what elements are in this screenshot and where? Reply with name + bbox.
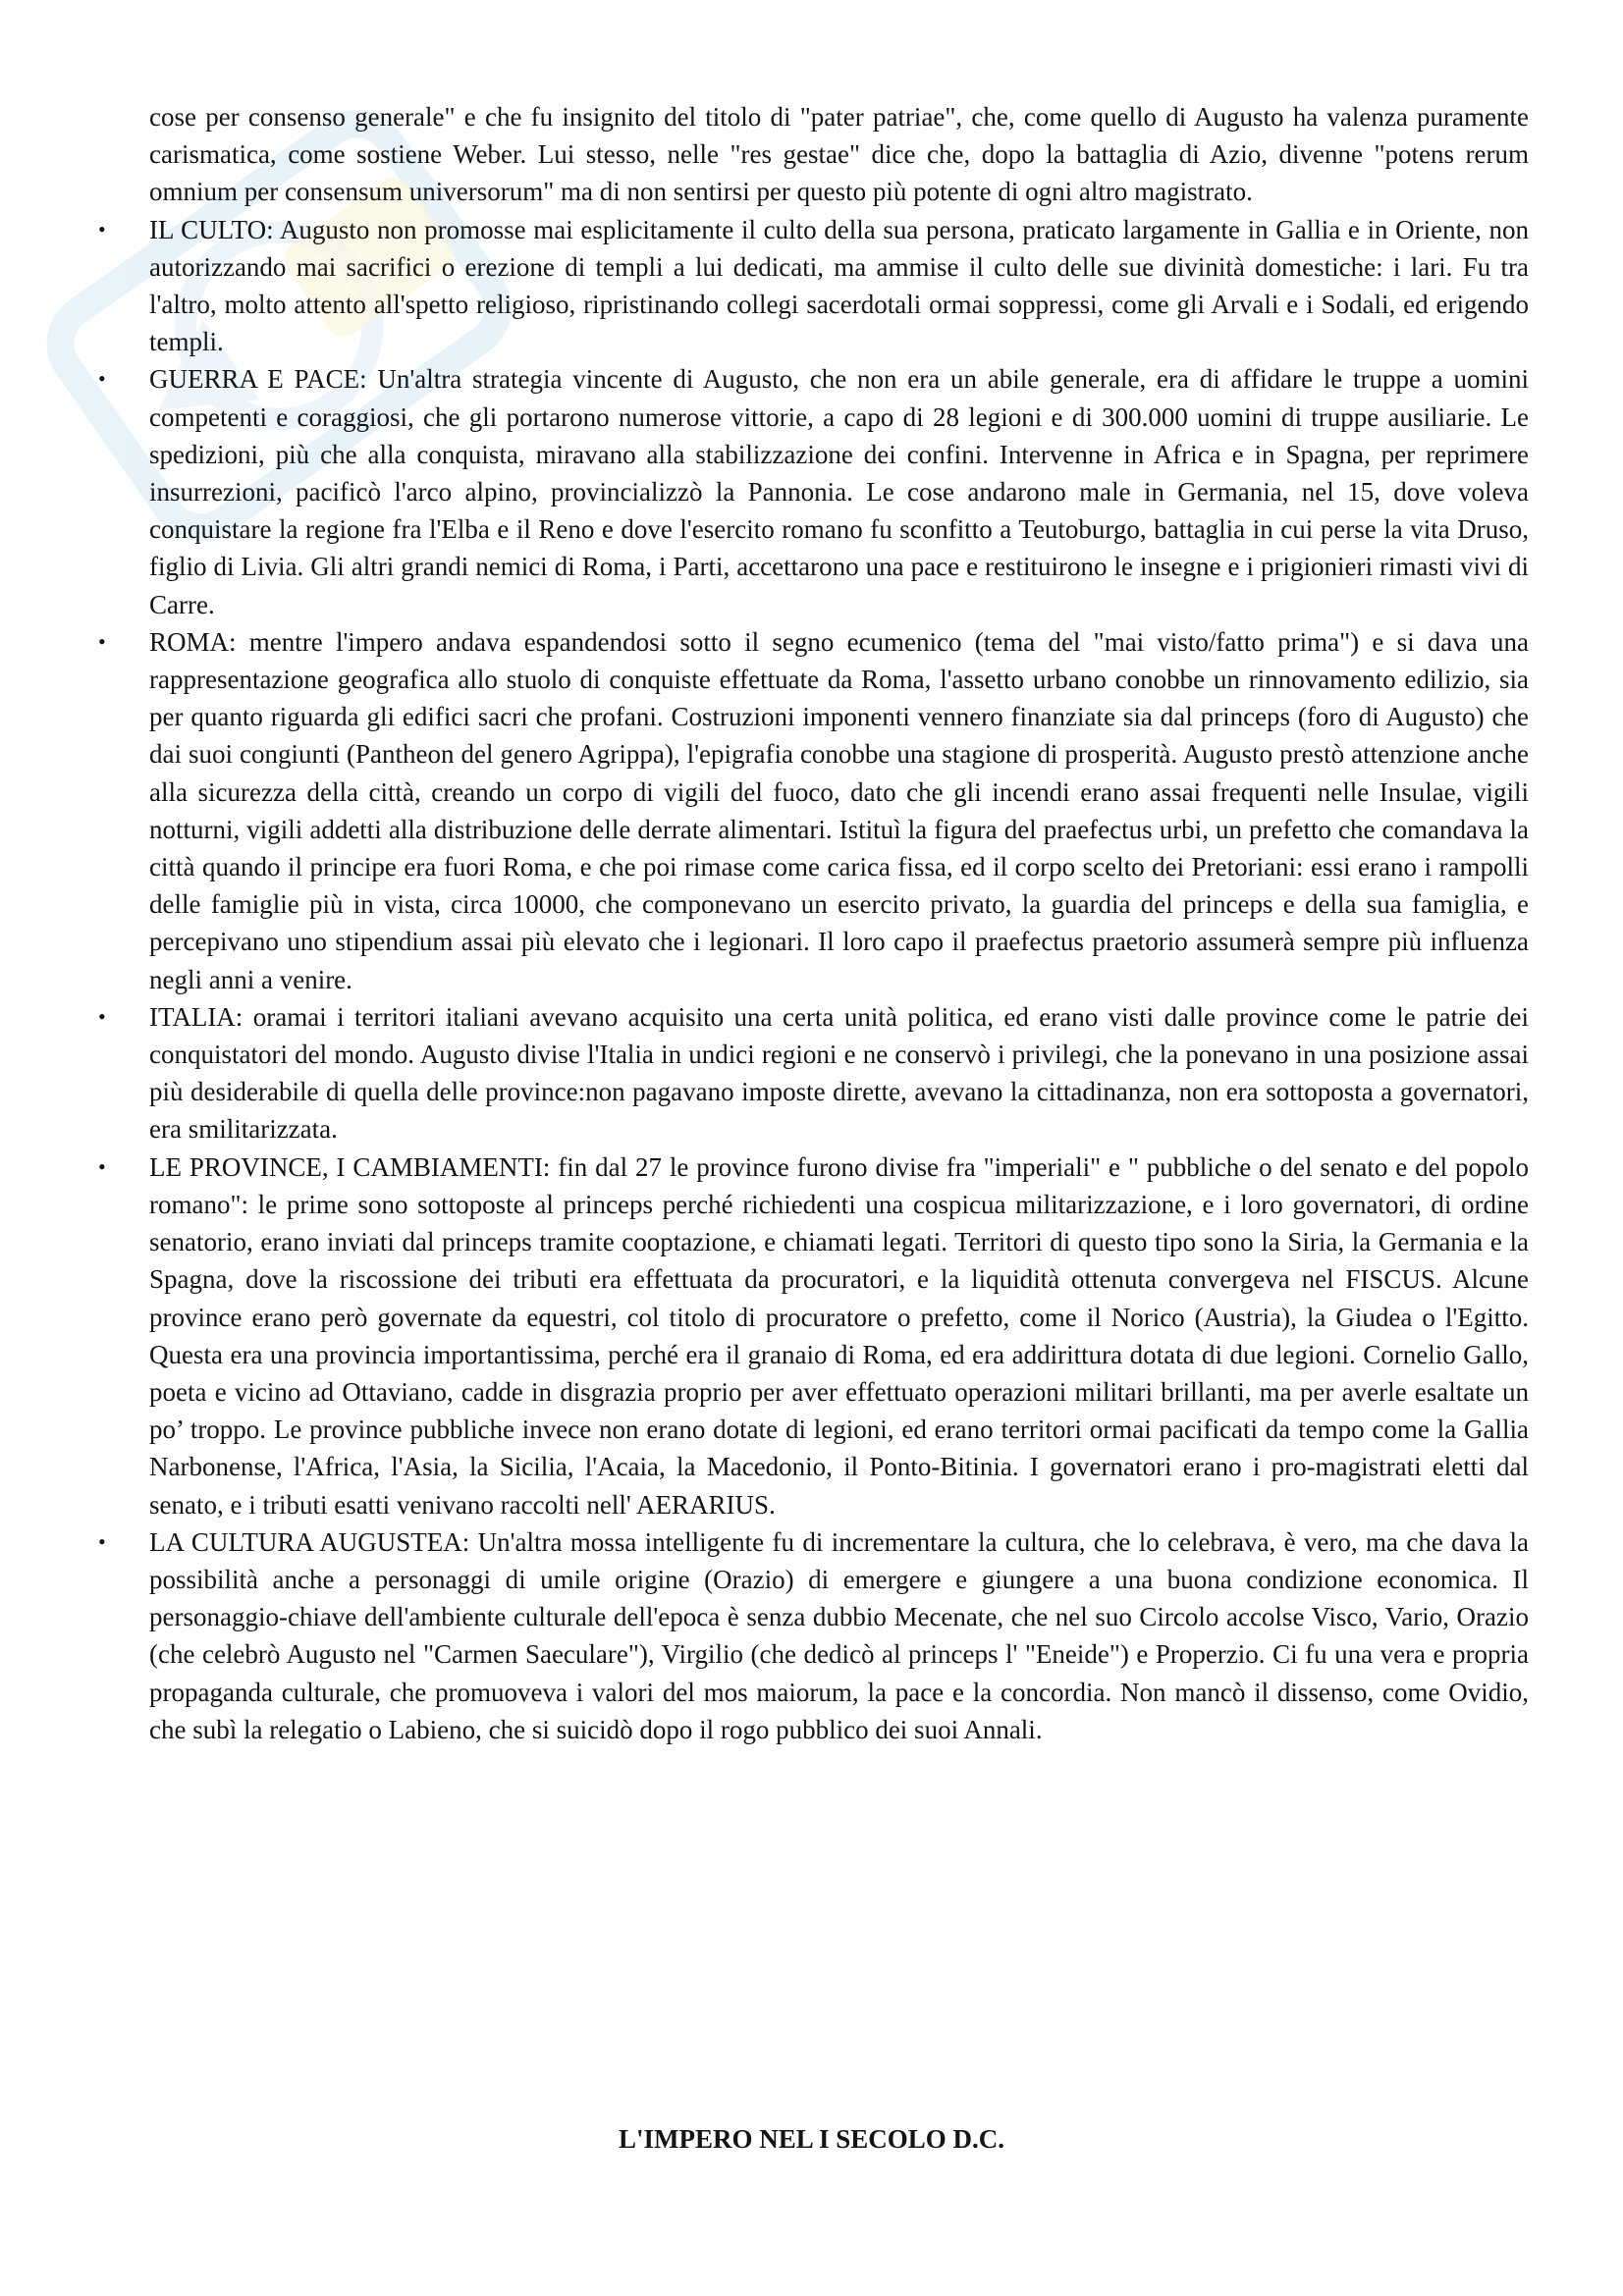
list-item-text: GUERRA E PACE: Un'altra strategia vincente di Augusto, che non era un abile generale, era di affidare le truppe a uomini competenti e coraggiosi, che gli portarono numerose vittorie, a capo di 28 legioni e di 300.000 uomini di truppe ausiliarie. Le spedizioni, più che alla conquista, miravano alla stabilizzazione dei confini. Intervenne in Africa e in Spagna, per reprimere insurrezioni, pacificò l'arco alpino, provincializzò la Pannonia. Le cose andarono male in Germania, nel 15, dove voleva conquistare la regione fra l'Elba e il Reno e dove l'esercito romano fu sconfitto a Teutoburgo, battaglia in cui perse la vita Druso, figlio di Livia. Gli altri grandi nemici di Roma, i Parti, accettarono una pace e restituirono le insegne e i prigionieri rimasti vivi di Carre. [149, 364, 1529, 619]
list-item-text: IL CULTO: Augusto non promosse mai esplicitamente il culto della sua persona, praticato largamente in Gallia e in Oriente, non autorizzando mai sacrifici o erezione di templi a lui dedicati, ma ammise il culto delle sue divinità domestiche: i lari. Fu tra l'altro, molto attento all'spetto religioso, ripristinando collegi sacerdotali ormai soppressi, come gli Arvali e i Sodali, ed erigendo templi. [149, 214, 1529, 357]
list-item-guerra-e-pace [98, 360, 1529, 622]
list-item-text: ROMA: mentre l'impero andava espandendosi sotto il segno ecumenico (tema del "mai visto/fatto prima") e si dava una rappresentazione geografica allo stuolo di conquiste effettuate da Roma, l'assetto urbano conobbe un rinnovamento edilizio, sia per quanto riguarda gli edifici sacri che profani. Costruzioni imponenti vennero finanziate sia dal princeps (foro di Augusto) che dai suoi congiunti (Pantheon del genero Agrippa), l'epigrafia conobbe una stagione di prosperità. Augusto prestò attenzione anche alla sicurezza della città, creando un corpo di vigili del fuoco, dato che gli incendi erano assai frequenti nelle Insulae, vigili notturni, vigili addetti alla distribuzione delle derrate alimentari. Istituì la figura del praefectus urbi, un prefetto che comandava la città quando il principe era fuori Roma, e che poi rimase come carica fissa, ed il corpo scelto dei Pretoriani: essi erano i rampolli delle famiglie più in vista, circa 10000, che componevano un esercito privato, la guardia del princeps e della sua famiglia, e percepivano uno stipendium assai più elevato che i legionari. Il loro capo il praefectus praetorio assumerà sempre più influenza negli anni a venire. [149, 626, 1529, 994]
bullet-icon: • [98, 216, 106, 241]
list-item-italia [98, 998, 1529, 1148]
bullet-icon: • [98, 1528, 106, 1554]
document-body [98, 98, 1529, 1748]
bullet-icon: • [98, 1153, 106, 1179]
list-item-roma [98, 623, 1529, 998]
intro-paragraph: cose per consenso generale" e che fu insignito del titolo di "pater patriae", che, come quello di Augusto ha valenza puramente carismatica, come sostiene Weber. Lui stesso, nelle "res gestae" dice che, dopo la battaglia di Azio, divenne "potens rerum omnium per consensum universorum" ma di non sentirsi per questo più potente di ogni altro magistrato. [149, 102, 1529, 207]
list-item-cultura-augustea [98, 1523, 1529, 1748]
chapter-title: L'IMPERO NEL I SECOLO D.C. [618, 2124, 1005, 2154]
bullet-icon: • [98, 1003, 106, 1029]
list-item-text: ITALIA: oramai i territori italiani avevano acquisito una certa unità politica, ed erano visti dalle province come le patrie dei conquistatori del mondo. Augusto divise l'Italia in undici regioni e ne conservò i privilegi, che la ponevano in una posizione assai più desiderabile di quella delle province:non pagavano imposte dirette, avevano la cittadinanza, non era sottoposta a governatori, era smilitarizzata. [149, 1001, 1529, 1145]
list-item-text: LE PROVINCE, I CAMBIAMENTI: fin dal 27 le province furono divise fra "imperiali" e " pubbliche o del senato e del popolo romano": le prime sono sottoposte al princeps perché richiedenti una cospicua militarizzazione, e i loro governatori, di ordine senatorio, erano inviati dal princeps tramite cooptazione, e chiamati legati. Territori di questo tipo sono la Siria, la Germania e la Spagna, dove la riscossione dei tributi era effettuata da procuratori, e la liquidità ottenuta convergeva nel FISCUS. Alcune province erano però governate da equestri, col titolo di procuratore o prefetto, come il Norico (Austria), la Giudea o l'Egitto. Questa era una provincia importantissima, perché era il granaio di Roma, ed era addirittura dotata di due legioni. Cornelio Gallo, poeta e vicino ad Ottaviano, cadde in disgrazia proprio per aver effettuato operazioni militari brillanti, ma per averle esaltate un po’ troppo. Le province pubbliche invece non erano dotate di legioni, ed erano territori ormai pacificati da tempo come la Gallia Narbonense, l'Africa, l'Asia, la Sicilia, l'Acaia, la Macedonio, il Ponto-Bitinia. I governatori erano i pro-magistrati eletti dal senato, e i tributi esatti venivano raccolti nell' AERARIUS. [149, 1151, 1529, 1520]
list-item-text: LA CULTURA AUGUSTEA: Un'altra mossa intelligente fu di incrementare la cultura, che lo celebrava, è vero, ma che dava la possibilità anche a personaggi di umile origine (Orazio) di emergere e giungere a una buona condizione economica. Il personaggio-chiave dell'ambiente culturale dell'epoca è senza dubbio Mecenate, che nel suo Circolo accolse Visco, Vario, Orazio (che celebrò Augusto nel "Carmen Saeculare"), Virgilio (che dedicò al princeps l' "Eneide") e Properzio. Ci fu una vera e propria propaganda culturale, che promuoveva i valori del mos maiorum, la pace e la concordia. Non mancò il dissenso, come Ovidio, che subì la relegatio o Labieno, che si suicidò dopo il rogo pubblico dei suoi Annali. [149, 1526, 1529, 1744]
list-item-culto [98, 211, 1529, 361]
bullet-icon: • [98, 628, 106, 654]
bullet-icon: • [98, 366, 106, 392]
list-item-province [98, 1148, 1529, 1523]
